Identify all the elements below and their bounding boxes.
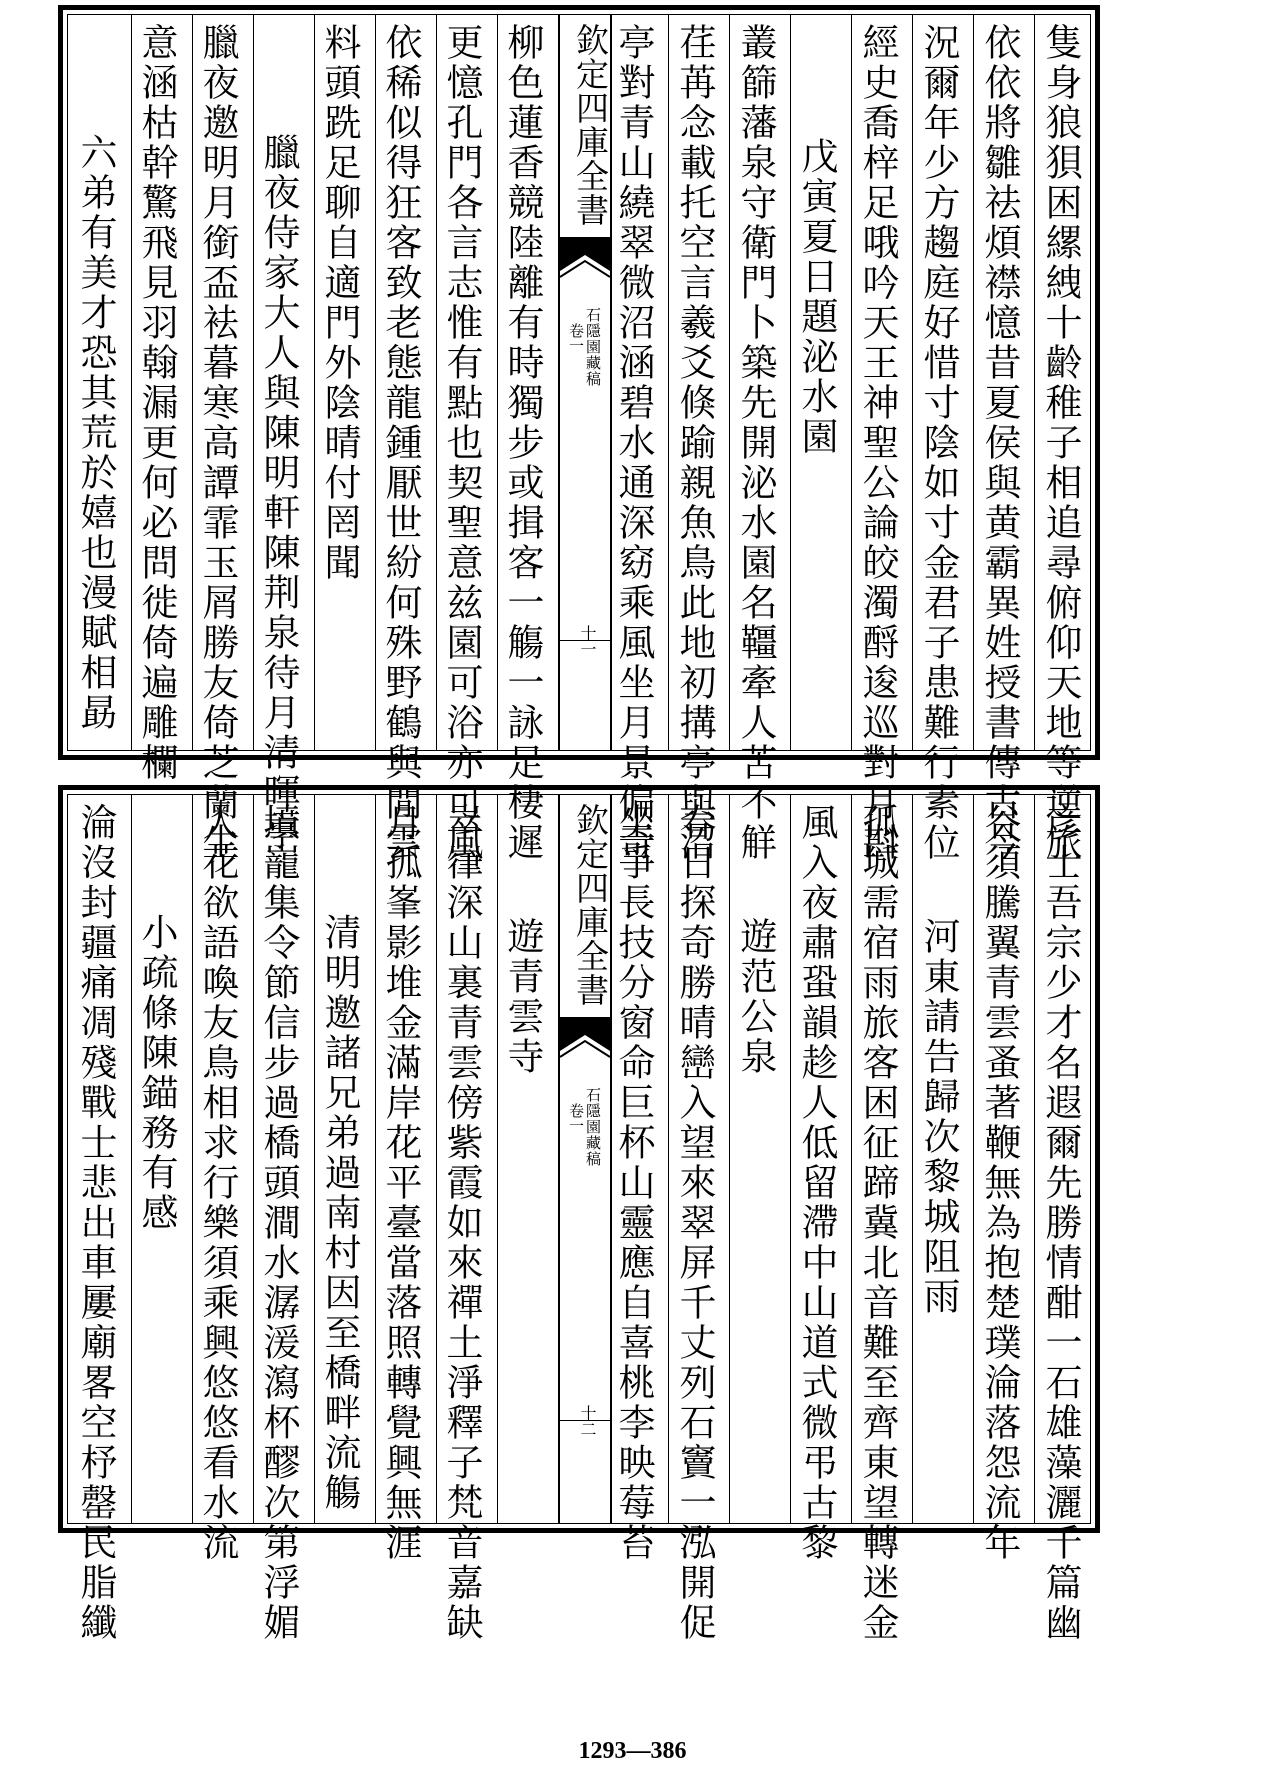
- column-rule: [497, 15, 498, 750]
- bottom-page-frame: [58, 785, 1100, 1643]
- text-column: 叢篩藩泉守衛門卜築先開泌水園名韁牽人苦不觧: [734, 23, 777, 863]
- text-column: 崒嵂深山裏青雲傍紫霞如來禪土淨釋子梵音嘉缺: [440, 803, 483, 1643]
- text-column: 淪沒封疆痛凋殘戰士悲出車屢廟畧空杼罄民脂纖: [74, 803, 117, 1643]
- column-rule: [912, 795, 913, 1523]
- text-column: 料頭跣足聊自適門外陰晴付罔聞: [318, 23, 361, 583]
- text-column: 墳巃集令節信步過橋頭澗水潺湲瀉杯醪次第浮媚: [257, 803, 300, 1643]
- text-column: 況爾年少方趨庭好惜寸陰如寸金君子患難行素位: [917, 23, 960, 863]
- text-column: 風入夜肅蛩韻趁人低留滯中山道式微弔古黎: [795, 803, 838, 1563]
- column-rule: [851, 795, 852, 1523]
- column-rule: [253, 795, 254, 1523]
- fishtail-mark-icon: [560, 1017, 610, 1057]
- poem-title: 河東請告歸次黎城阻雨: [917, 917, 960, 1317]
- column-rule: [375, 15, 376, 750]
- text-column: 柳色蓮香競陸離有時獨步或揖客一觴一詠足棲遲: [501, 23, 544, 863]
- text-column: 依稀似得狂客致老態龍鍾厭世紛何殊野鶴與閒雲: [379, 23, 422, 863]
- center-fold-strip: [558, 15, 612, 750]
- column-rule: [790, 15, 791, 750]
- text-column: 隻身狼狽困縲絏十齡稚子相追尋俯仰天地等逆旅: [1039, 23, 1082, 863]
- text-column: 彦士吾宗少才名遐爾先勝情酣一石雄藻灑千篇幽: [1039, 803, 1082, 1643]
- column-rule: [1034, 795, 1035, 1523]
- column-rule: [729, 15, 730, 750]
- book-code: 石隱園藏稿: [584, 307, 602, 387]
- text-column: 意涵枯幹驚飛見羽翰漏更何必問徙倚遍雕欄: [135, 23, 178, 783]
- bottom-page-inner-border: [67, 794, 1091, 1643]
- text-column: 更憶孔門各言志惟有點也契聖意兹園可浴亦可風: [440, 23, 483, 863]
- book-title: 欽定四庫全書: [571, 23, 610, 227]
- book-title: 欽定四庫全書: [571, 803, 610, 1007]
- page-number: 1293—386: [578, 1738, 687, 1764]
- column-rule: [436, 795, 437, 1523]
- center-fold-strip: [558, 795, 612, 1523]
- text-column: 經史喬梓足哦吟天王神聖公論皎濁酹逡巡對月斟: [856, 23, 899, 863]
- leaf-number: 十一: [578, 625, 597, 657]
- column-rule: [851, 15, 852, 750]
- poem-title: 小疏條陳錨務有感: [135, 913, 178, 1233]
- text-column: 亭對青山繞翠微沼涵碧水通深窈乘風坐月景偏奇: [612, 23, 655, 863]
- text-column: 人花欲語喚友鳥相求行樂須乘興悠悠看水流: [196, 803, 239, 1563]
- column-rule: [253, 15, 254, 750]
- poem-title: 清明邀諸兄弟過南村因至橋畔流觴: [318, 913, 361, 1513]
- column-rule: [436, 15, 437, 750]
- column-rule: [668, 795, 669, 1523]
- column-rule: [192, 15, 193, 750]
- poem-title: 六弟有美才恐其荒於嬉也漫賦相勗: [74, 133, 117, 733]
- fishtail-mark-icon: [560, 237, 610, 277]
- column-rule: [131, 15, 132, 750]
- column-rule: [131, 795, 132, 1523]
- poem-title: 遊范公泉: [734, 917, 777, 1077]
- text-column: 荏苒念載托空言羲爻倏踰親魚鳥此地初搆亭與沼: [673, 23, 716, 863]
- text-column: 臘夜邀明月銜盃袪暮寒高譚霏玉屑勝友倚芝蘭生: [196, 23, 239, 863]
- text-column: 坐爭長技分窗命巨杯山靈應自喜桃李映莓苔: [612, 803, 655, 1563]
- column-rule: [314, 15, 315, 750]
- column-rule: [973, 795, 974, 1523]
- poem-title: 遊青雲寺: [501, 917, 544, 1077]
- column-rule: [314, 795, 315, 1523]
- column-rule: [973, 15, 974, 750]
- book-code: 石隱園藏稿: [584, 1087, 602, 1167]
- text-column: 孤城需宿雨旅客困征蹄冀北音難至齊東望轉迷金: [856, 803, 899, 1643]
- column-rule: [668, 15, 669, 750]
- top-page-frame: [58, 5, 1100, 863]
- column-rule: [912, 15, 913, 750]
- leaf-number: 十二: [578, 1405, 597, 1437]
- column-rule: [375, 795, 376, 1523]
- column-rule: [192, 795, 193, 1523]
- text-column: 月孤峯影堆金滿岸花平臺當落照轉覺興無涯: [379, 803, 422, 1563]
- text-column: 谷須騰翼青雲蚤著鞭無為抱楚璞淪落怨流年: [978, 803, 1021, 1563]
- juan-label: 卷一: [567, 323, 585, 353]
- top-page-inner-border: [67, 14, 1091, 863]
- column-rule: [790, 795, 791, 1523]
- poem-title: 臘夜侍家大人與陳明軒陳荆泉待月清暉亭: [257, 133, 300, 853]
- text-column: 依依將雛祛煩襟憶昔夏侯與黄霸異姓授書傳古今: [978, 23, 1021, 863]
- juan-label: 卷一: [567, 1103, 585, 1133]
- column-rule: [1034, 15, 1035, 750]
- text-column: 春日探奇勝晴巒入望來翠屏千丈列石竇一泓開促: [673, 803, 716, 1643]
- column-rule: [729, 795, 730, 1523]
- poem-title: 戊寅夏日題泌水園: [795, 137, 838, 457]
- column-rule: [497, 795, 498, 1523]
